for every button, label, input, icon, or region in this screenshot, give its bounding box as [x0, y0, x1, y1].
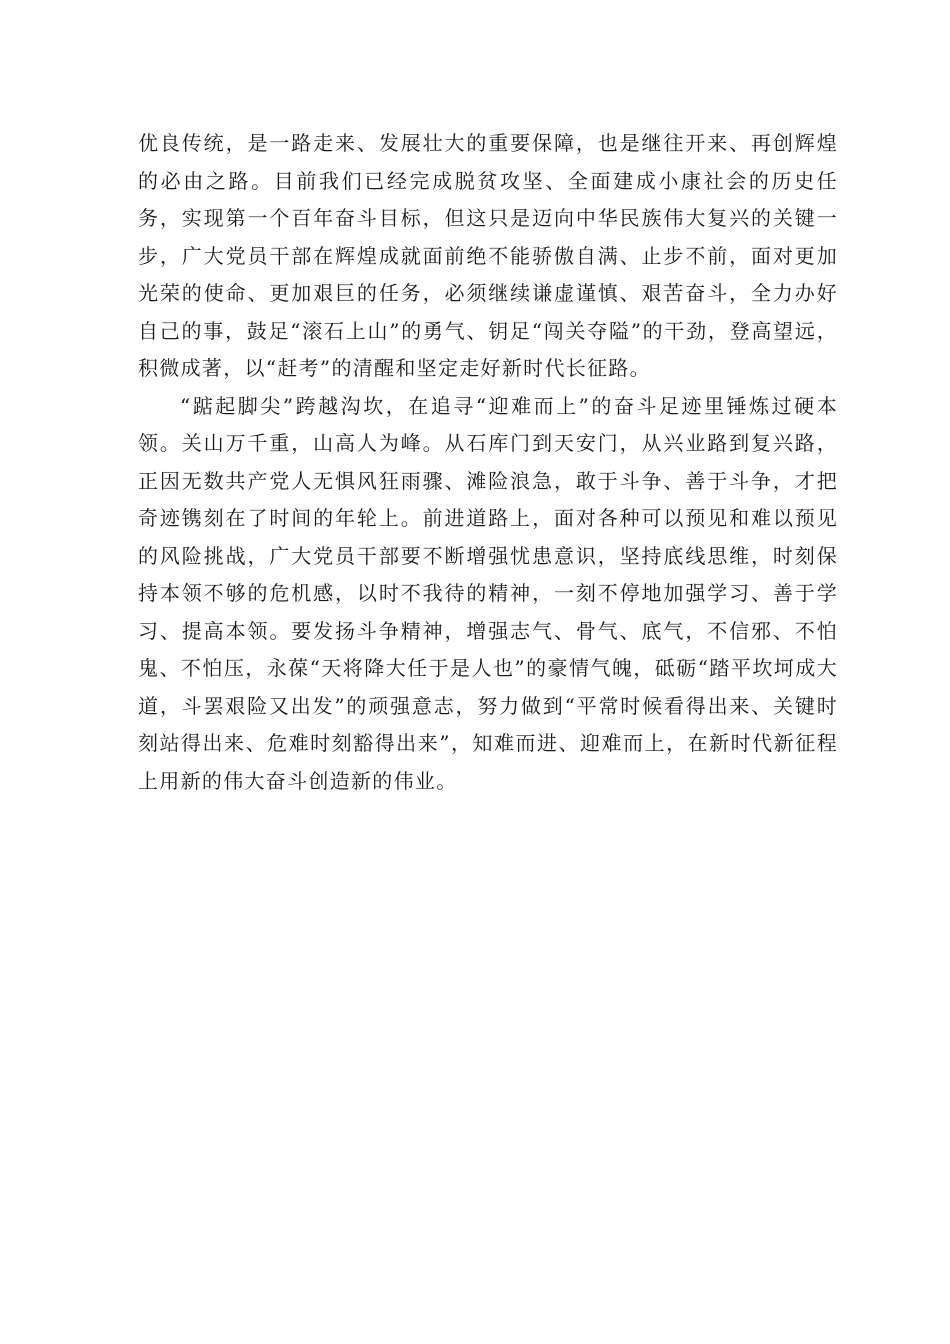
paragraph-1: 优良传统，是一路走来、发展壮大的重要保障，也是继往开来、再创辉煌的必由之路。目前我们已经完成脱贫攻坚、全面建成小康社会的历史任务，实现第一个百年奋斗目标，但这只是迈向中华民族伟大复兴的关键一步，广大党员干部在辉煌成就面前绝不能骄傲自满、止步不前，面对更加光荣的使命、更加艰巨的任务，必须继续谦虚谨慎、艰苦奋斗，全力办好自己的事，鼓足“滚石上山”的勇气、钥足“闯关夺隘”的干劲，登高望远，积微成著，以“赶考”的清醒和坚定走好新时代长征路。 — [138, 131, 838, 380]
paragraph-2: “踮起脚尖”跨越沟坎，在追寻“迎难而上”的奋斗足迹里锤炼过硬本领。关山万千重，山高人为峰。从石库门到天安门，从兴业路到复兴路，正因无数共产党人无惧风狂雨骤、滩险浪急，敢于斗争、善于斗争，才把奇迹镌刻在了时间的年轮上。前进道路上，面对各种可以预见和难以预见的风险挑战，广大党员干部要不断增强忧患意识，坚持底线思维，时刻保持本领不够的危机感，以时不我待的精神，一刻不停地加强学习、善于学习、提高本领。要发扬斗争精神，增强志气、骨气、底气，不信邪、不怕鬼、不怕压，永葆“天将降大任于是人也”的豪情气魄，砥砺“踏平坎坷成大道，斗罢艰险又出发”的顽强意志，努力做到“平常时候看得出来、关键时刻站得出来、危难时刻豁得出来”，知难而进、迎难而上，在新时代新征程上用新的伟大奋斗创造新的伟业。 — [138, 393, 838, 793]
document-body — [138, 125, 838, 800]
